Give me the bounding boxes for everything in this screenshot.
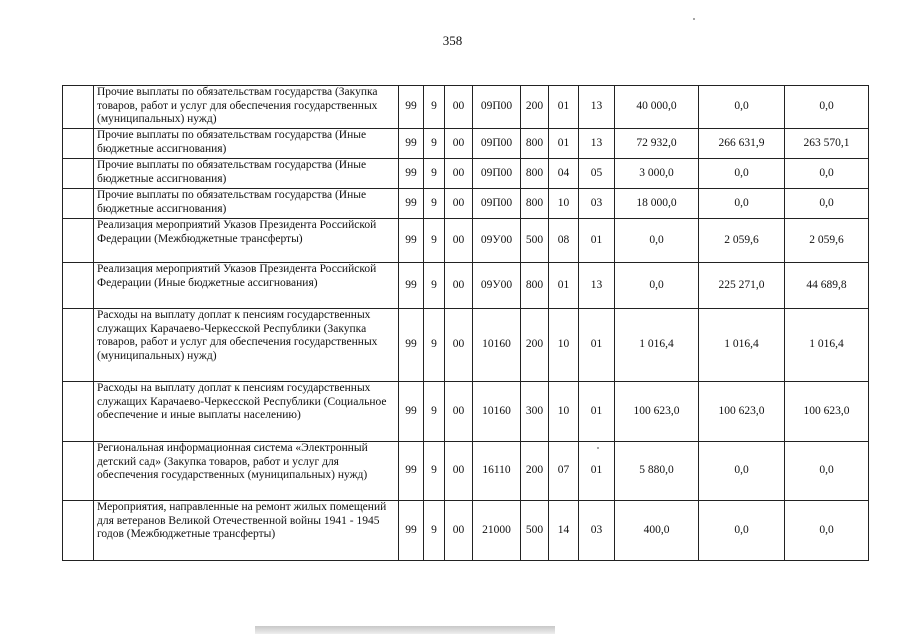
- code-cell: 200: [521, 86, 549, 129]
- page-number: 358: [442, 33, 463, 48]
- amount-cell: 100 623,0: [699, 382, 785, 442]
- amount-cell: 0,0: [785, 86, 869, 129]
- expense-name: Прочие выплаты по обязательствам государства (Закупка товаров, работ и услуг для обеспечения государственных (муниципальных) нужд): [94, 86, 399, 129]
- code-cell: 9: [424, 382, 445, 442]
- amount-cell: 400,0: [615, 501, 699, 561]
- next-page-text-fragment: [255, 626, 555, 634]
- table-row: [63, 309, 869, 382]
- amount-cell: 0,0: [699, 501, 785, 561]
- code-cell: 00: [445, 159, 473, 189]
- amount-cell: 18 000,0: [615, 189, 699, 219]
- code-cell: 09У00: [473, 219, 521, 263]
- code-cell: 99: [399, 189, 424, 219]
- amount-cell: 2 059,6: [785, 219, 869, 263]
- row-number-cell: [63, 382, 94, 442]
- code-cell: 99: [399, 382, 424, 442]
- code-cell: 9: [424, 159, 445, 189]
- code-cell: 13: [579, 263, 615, 309]
- amount-cell: 40 000,0: [615, 86, 699, 129]
- code-cell: 9: [424, 129, 445, 159]
- code-cell: 00: [445, 442, 473, 501]
- table-row: [63, 189, 869, 219]
- amount-cell: 72 932,0: [615, 129, 699, 159]
- expense-name: Мероприятия, направленные на ремонт жилых помещений для ветеранов Великой Отечественной войны 1941 - 1945 годов (Межбюджетные трансферты): [94, 501, 399, 561]
- code-cell: 10: [549, 309, 579, 382]
- expense-name: Реализация мероприятий Указов Президента Российской Федерации (Межбюджетные трансферты): [94, 219, 399, 263]
- code-cell: 300: [521, 382, 549, 442]
- code-cell: 01: [549, 129, 579, 159]
- code-cell: 09П00: [473, 189, 521, 219]
- code-cell: 800: [521, 159, 549, 189]
- amount-cell: 263 570,1: [785, 129, 869, 159]
- code-cell: 13: [579, 129, 615, 159]
- amount-cell: 0,0: [785, 189, 869, 219]
- table-row: [63, 442, 869, 501]
- code-cell: 09У00: [473, 263, 521, 309]
- code-cell: 9: [424, 501, 445, 561]
- amount-cell: 0,0: [785, 159, 869, 189]
- code-cell: 10160: [473, 382, 521, 442]
- code-cell: 9: [424, 189, 445, 219]
- amount-cell: 266 631,9: [699, 129, 785, 159]
- row-number-cell: [63, 189, 94, 219]
- row-number-cell: [63, 263, 94, 309]
- expense-name: Региональная информационная система «Электронный детский сад» (Закупка товаров, работ и услуг для обеспечения государственных (муниципальных) нужд): [94, 442, 399, 501]
- code-cell: 00: [445, 219, 473, 263]
- code-cell: 99: [399, 219, 424, 263]
- code-cell: 03: [579, 189, 615, 219]
- row-number-cell: [63, 501, 94, 561]
- code-cell: 07: [549, 442, 579, 501]
- code-cell: 9: [424, 86, 445, 129]
- code-cell: 09П00: [473, 86, 521, 129]
- code-cell: 200: [521, 442, 549, 501]
- row-number-cell: [63, 86, 94, 129]
- table-row: [63, 86, 869, 129]
- code-cell: 10160: [473, 309, 521, 382]
- amount-cell: 0,0: [699, 159, 785, 189]
- code-cell: 09П00: [473, 159, 521, 189]
- amount-cell: 0,0: [785, 501, 869, 561]
- code-cell: 00: [445, 382, 473, 442]
- amount-cell: 2 059,6: [699, 219, 785, 263]
- amount-cell: 1 016,4: [615, 309, 699, 382]
- expense-name: Прочие выплаты по обязательствам государства (Иные бюджетные ассигнования): [94, 189, 399, 219]
- expense-name: Расходы на выплату доплат к пенсиям государственных служащих Карачаево-Черкесской Республики (Социальное обеспечение и иные выплаты населению): [94, 382, 399, 442]
- code-cell: 800: [521, 263, 549, 309]
- code-cell: 14: [549, 501, 579, 561]
- code-cell: 08: [549, 219, 579, 263]
- amount-cell: 0,0: [699, 86, 785, 129]
- code-cell: 21000: [473, 501, 521, 561]
- code-cell: 99: [399, 129, 424, 159]
- row-number-cell: [63, 442, 94, 501]
- code-cell: 01: [579, 382, 615, 442]
- expense-name: Прочие выплаты по обязательствам государства (Иные бюджетные ассигнования): [94, 159, 399, 189]
- amount-cell: 0,0: [785, 442, 869, 501]
- amount-cell: 0,0: [615, 219, 699, 263]
- amount-cell: 1 016,4: [699, 309, 785, 382]
- code-cell: 9: [424, 309, 445, 382]
- code-cell: 00: [445, 501, 473, 561]
- code-cell: 01: [579, 309, 615, 382]
- table-row: [63, 501, 869, 561]
- code-cell: 500: [521, 219, 549, 263]
- code-cell: 00: [445, 86, 473, 129]
- amount-cell: 100 623,0: [615, 382, 699, 442]
- code-cell: 04: [549, 159, 579, 189]
- row-number-cell: [63, 159, 94, 189]
- table-row: [63, 263, 869, 309]
- budget-table: [62, 85, 869, 561]
- table-row: [63, 159, 869, 189]
- code-cell: 9: [424, 442, 445, 501]
- row-number-cell: [63, 129, 94, 159]
- code-cell: 16110: [473, 442, 521, 501]
- code-cell: 99: [399, 442, 424, 501]
- row-number-cell: [63, 219, 94, 263]
- code-cell: 00: [445, 263, 473, 309]
- expense-name: Прочие выплаты по обязательствам государства (Иные бюджетные ассигнования): [94, 129, 399, 159]
- code-cell: 00: [445, 189, 473, 219]
- code-cell: 200: [521, 309, 549, 382]
- amount-cell: 0,0: [615, 263, 699, 309]
- amount-cell: 0,0: [699, 189, 785, 219]
- code-cell: 500: [521, 501, 549, 561]
- code-cell: 99: [399, 159, 424, 189]
- code-cell: 01: [579, 219, 615, 263]
- code-cell: 10: [549, 382, 579, 442]
- code-cell: 01: [579, 442, 615, 501]
- code-cell: 10: [549, 189, 579, 219]
- expense-name: Реализация мероприятий Указов Президента Российской Федерации (Иные бюджетные ассигнования): [94, 263, 399, 309]
- code-cell: 99: [399, 86, 424, 129]
- amount-cell: 0,0: [699, 442, 785, 501]
- amount-cell: 225 271,0: [699, 263, 785, 309]
- row-number-cell: [63, 309, 94, 382]
- scan-speck: [693, 18, 695, 20]
- code-cell: 03: [579, 501, 615, 561]
- code-cell: 99: [399, 309, 424, 382]
- code-cell: 01: [549, 86, 579, 129]
- scan-speck: [597, 447, 599, 449]
- table-row: [63, 219, 869, 263]
- code-cell: 13: [579, 86, 615, 129]
- table-row: [63, 129, 869, 159]
- expense-name: Расходы на выплату доплат к пенсиям государственных служащих Карачаево-Черкесской Республики (Закупка товаров, работ и услуг для обеспечения государственных (муниципальных) нужд): [94, 309, 399, 382]
- code-cell: 99: [399, 263, 424, 309]
- amount-cell: 100 623,0: [785, 382, 869, 442]
- table-row: [63, 382, 869, 442]
- code-cell: 9: [424, 219, 445, 263]
- code-cell: 00: [445, 309, 473, 382]
- code-cell: 9: [424, 263, 445, 309]
- code-cell: 00: [445, 129, 473, 159]
- code-cell: 01: [549, 263, 579, 309]
- code-cell: 09П00: [473, 129, 521, 159]
- amount-cell: 5 880,0: [615, 442, 699, 501]
- amount-cell: 3 000,0: [615, 159, 699, 189]
- code-cell: 05: [579, 159, 615, 189]
- code-cell: 800: [521, 189, 549, 219]
- code-cell: 99: [399, 501, 424, 561]
- code-cell: 800: [521, 129, 549, 159]
- amount-cell: 44 689,8: [785, 263, 869, 309]
- amount-cell: 1 016,4: [785, 309, 869, 382]
